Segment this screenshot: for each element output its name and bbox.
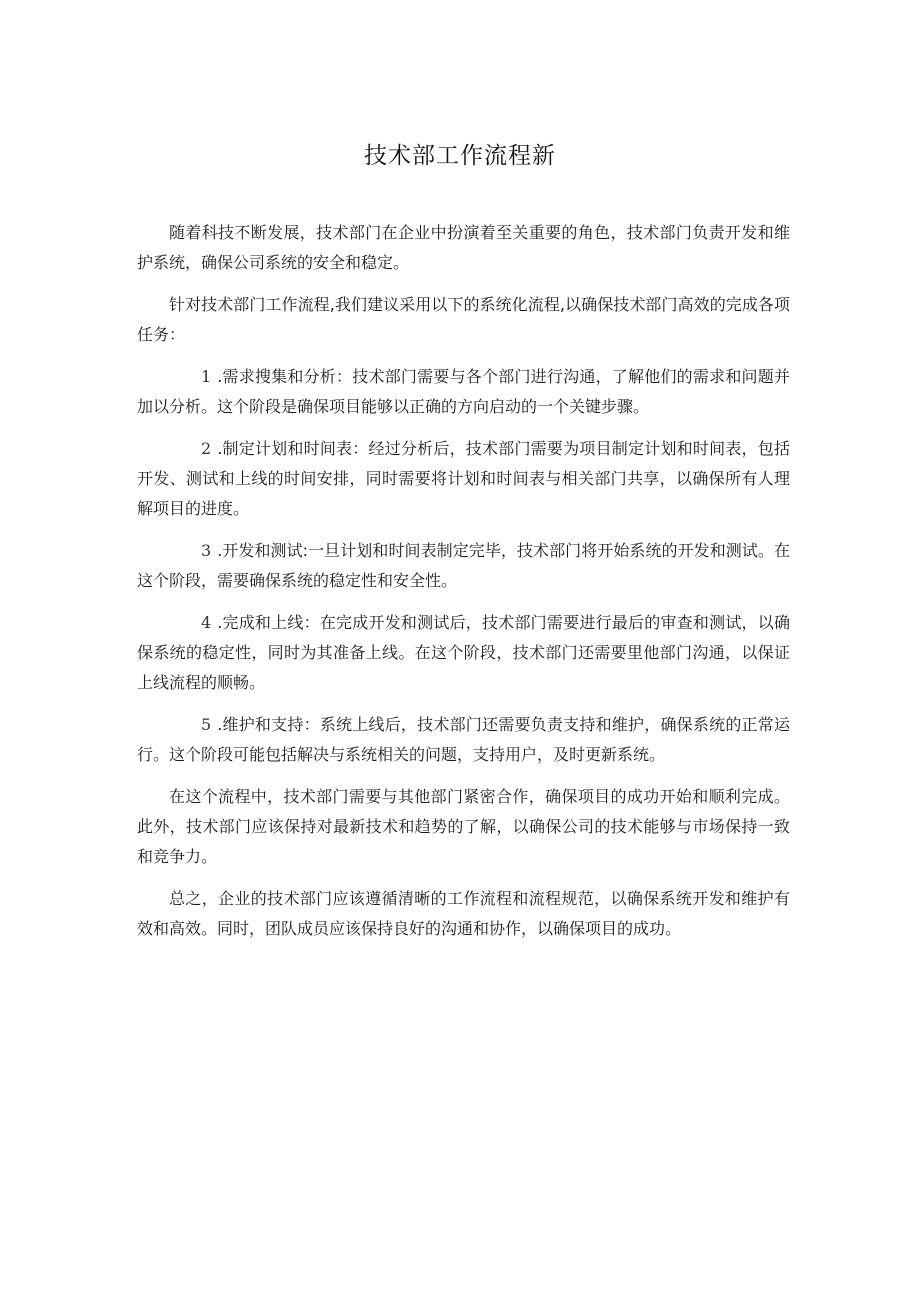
step-paragraph — [137, 362, 790, 422]
closing-paragraph: 在这个流程中，技术部门需要与其他部门紧密合作，确保项目的成功开始和顺利完成。此外，技术部门应该保持对最新技术和趋势的了解，以确保公司的技术能够与市场保持一致和竞争力。 — [137, 787, 790, 866]
step-paragraph — [137, 434, 790, 524]
step-text: .需求搜集和分析：技术部门需要与各个部门进行沟通，了解他们的需求和问题并加以分析。这个阶段是确保项目能够以正确的方向启动的一个关键步骤。 — [137, 367, 790, 416]
step-text: .开发和测试:一旦计划和时间表制定完毕，技术部门将开始系统的开发和测试。在这个阶段，需要确保系统的稳定性和安全性。 — [137, 541, 790, 590]
closing-paragraph: 总之，企业的技术部门应该遵循清晰的工作流程和流程规范，以确保系统开发和维护有效和高效。同时，团队成员应该保持良好的沟通和协作，以确保项目的成功。 — [137, 889, 790, 938]
step-number: 2 — [201, 439, 212, 458]
document-title: 技术部工作流程新 — [364, 143, 556, 169]
step-number: 4 — [201, 613, 212, 632]
document-body — [137, 218, 790, 956]
step-number: 5 — [201, 715, 212, 734]
step-number: 3 — [201, 541, 212, 560]
intro-paragraph: 针对技术部门工作流程,我们建议采用以下的系统化流程,以确保技术部门高效的完成各项任务： — [137, 295, 790, 344]
step-text: .维护和支持：系统上线后，技术部门还需要负责支持和维护，确保系统的正常运行。这个阶段可能包括解决与系统相关的问题，支持用户，及时更新系统。 — [137, 715, 790, 764]
step-text: .完成和上线：在完成开发和测试后，技术部门需要进行最后的审查和测试，以确保系统的稳定性，同时为其准备上线。在这个阶段，技术部门还需要里他部门沟通，以保证上线流程的顺畅。 — [137, 613, 790, 692]
step-paragraph — [137, 710, 790, 770]
step-text: .制定计划和时间表：经过分析后，技术部门需要为项目制定计划和时间表，包括开发、测试和上线的时间安排，同时需要将计划和时间表与相关部门共享，以确保所有人理解项目的进度。 — [137, 439, 790, 518]
step-number: 1 — [201, 367, 212, 386]
intro-paragraph: 随着科技不断发展，技术部门在企业中扮演着至关重要的角色，技术部门负责开发和维护系统，确保公司系统的安全和稳定。 — [137, 223, 790, 272]
step-paragraph — [137, 608, 790, 698]
step-paragraph — [137, 536, 790, 596]
